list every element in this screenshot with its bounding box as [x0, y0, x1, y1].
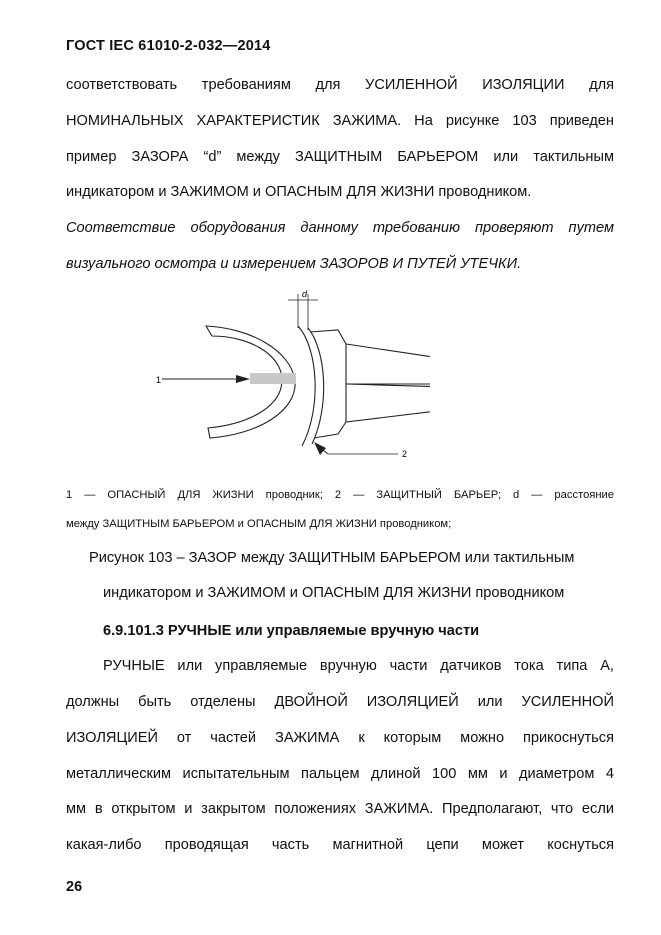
figure-caption-line: индикатором и ЗАЖИМОМ и ОПАСНЫМ ДЛЯ ЖИЗНИ проводником [103, 585, 565, 601]
italic-paragraph-line: визуального осмотра и измерением ЗАЗОРОВ И ПУТЕЙ УТЕЧКИ. [66, 256, 522, 272]
paragraph-line: соответствовать требованиям для УСИЛЕННОЙ ИЗОЛЯЦИИ для [66, 77, 614, 93]
paragraph-line: какая-либо проводящая часть магнитной цепи может коснуться [66, 837, 614, 853]
label-2: 2 [402, 449, 408, 459]
paragraph-line: ИЗОЛЯЦИЕЙ от частей ЗАЖИМА к которым можно прикоснуться [66, 730, 614, 746]
document-header: ГОСТ IEC 61010-2-032—2014 [66, 38, 271, 54]
barrier-outer [298, 326, 315, 446]
label-1: 1 [156, 375, 162, 385]
italic-paragraph-line: Соответствие оборудования данному требованию проверяют путем [66, 220, 614, 236]
section-heading: 6.9.101.3 РУЧНЫЕ или управляемые вручную части [103, 623, 480, 639]
paragraph-line: мм в открытом и закрытом положениях ЗАЖИМА. Предполагают, что если [66, 801, 614, 817]
label-d: d [302, 289, 308, 299]
lower-handle [346, 384, 430, 422]
paragraph-line: металлическим испытательным пальцем длиной 100 мм и диаметром 4 [66, 766, 614, 782]
figure-103-diagram [150, 288, 430, 468]
paragraph-line: РУЧНЫЕ или управляемые вручную части датчиков тока типа А, [103, 658, 614, 674]
hazardous-conductor [250, 373, 296, 384]
paragraph-line: НОМИНАЛЬНЫХ ХАРАКТЕРИСТИК ЗАЖИМА. На рисунке 103 приведен [66, 113, 614, 129]
figure-legend-line: 1 — ОПАСНЫЙ ДЛЯ ЖИЗНИ проводник; 2 — ЗАЩИТНЫЙ БАРЬЕР; d — расстояние [66, 489, 614, 501]
figure-legend-line: между ЗАЩИТНЫМ БАРЬЕРОМ и ОПАСНЫМ ДЛЯ ЖИЗНИ проводником; [66, 518, 452, 530]
paragraph-line: должны быть отделены ДВОЙНОЙ ИЗОЛЯЦИЕЙ или УСИЛЕННОЙ [66, 694, 614, 710]
paragraph-line: пример ЗАЗОРА “d” между ЗАЩИТНЫМ БАРЬЕРОМ или тактильным [66, 149, 614, 165]
page-number: 26 [66, 879, 83, 895]
upper-handle [346, 344, 430, 384]
figure-caption-line: Рисунок 103 – ЗАЗОР между ЗАЩИТНЫМ БАРЬЕРОМ или тактильным [89, 550, 575, 566]
arrowhead-1 [236, 375, 250, 383]
arrowhead-2 [314, 442, 326, 455]
paragraph-line: индикатором и ЗАЖИМОМ и ОПАСНЫМ ДЛЯ ЖИЗНИ проводником. [66, 184, 532, 200]
